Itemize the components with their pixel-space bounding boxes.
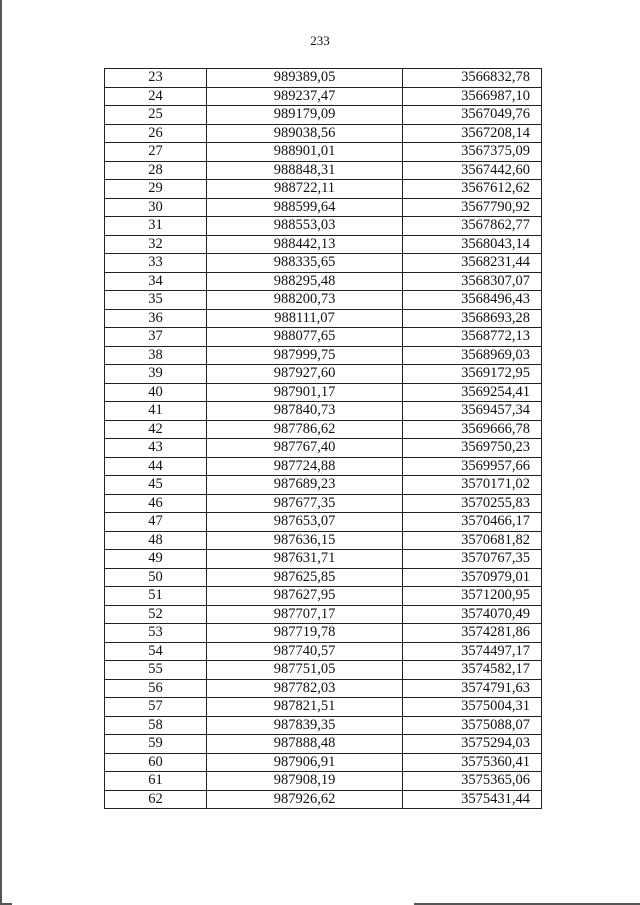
- x-coordinate-cell: 987740,57: [207, 642, 403, 661]
- x-coordinate-cell: 987636,15: [207, 531, 403, 550]
- y-coordinate-cell: 3575360,41: [403, 753, 542, 772]
- point-number-cell: 43: [105, 439, 207, 458]
- x-coordinate-cell: 987625,85: [207, 568, 403, 587]
- table-row: [105, 624, 542, 643]
- point-number-cell: 56: [105, 679, 207, 698]
- point-number-cell: 42: [105, 420, 207, 439]
- table-row: [105, 328, 542, 347]
- y-coordinate-cell: 3569254,41: [403, 383, 542, 402]
- table-row: [105, 365, 542, 384]
- table-row: [105, 198, 542, 217]
- x-coordinate-cell: 987927,60: [207, 365, 403, 384]
- point-number-cell: 37: [105, 328, 207, 347]
- y-coordinate-cell: 3570255,83: [403, 494, 542, 513]
- table-row: [105, 217, 542, 236]
- point-number-cell: 41: [105, 402, 207, 421]
- scan-edge-left: [0, 0, 2, 905]
- y-coordinate-cell: 3569457,34: [403, 402, 542, 421]
- x-coordinate-cell: 988442,13: [207, 235, 403, 254]
- point-number-cell: 32: [105, 235, 207, 254]
- table-row: [105, 716, 542, 735]
- y-coordinate-cell: 3568772,13: [403, 328, 542, 347]
- table-row: [105, 143, 542, 162]
- point-number-cell: 49: [105, 550, 207, 569]
- point-number-cell: 53: [105, 624, 207, 643]
- table-row: [105, 587, 542, 606]
- table-row: [105, 568, 542, 587]
- table-row: [105, 254, 542, 273]
- point-number-cell: 60: [105, 753, 207, 772]
- table-row: [105, 642, 542, 661]
- x-coordinate-cell: 988599,64: [207, 198, 403, 217]
- table-row: [105, 291, 542, 310]
- point-number-cell: 54: [105, 642, 207, 661]
- x-coordinate-cell: 987786,62: [207, 420, 403, 439]
- y-coordinate-cell: 3570171,02: [403, 476, 542, 495]
- y-coordinate-cell: 3571200,95: [403, 587, 542, 606]
- table-row: [105, 439, 542, 458]
- x-coordinate-cell: 987839,35: [207, 716, 403, 735]
- x-coordinate-cell: 988295,48: [207, 272, 403, 291]
- point-number-cell: 35: [105, 291, 207, 310]
- table-row: [105, 494, 542, 513]
- point-number-cell: 39: [105, 365, 207, 384]
- table-row: [105, 420, 542, 439]
- y-coordinate-cell: 3569172,95: [403, 365, 542, 384]
- point-number-cell: 48: [105, 531, 207, 550]
- x-coordinate-cell: 987719,78: [207, 624, 403, 643]
- y-coordinate-cell: 3570767,35: [403, 550, 542, 569]
- x-coordinate-cell: 987821,51: [207, 698, 403, 717]
- table-row: [105, 735, 542, 754]
- point-number-cell: 61: [105, 772, 207, 791]
- x-coordinate-cell: 987653,07: [207, 513, 403, 532]
- point-number-cell: 29: [105, 180, 207, 199]
- y-coordinate-cell: 3568496,43: [403, 291, 542, 310]
- table-row: [105, 106, 542, 125]
- y-coordinate-cell: 3567049,76: [403, 106, 542, 125]
- point-number-cell: 57: [105, 698, 207, 717]
- point-number-cell: 52: [105, 605, 207, 624]
- x-coordinate-cell: 989038,56: [207, 124, 403, 143]
- table-row: [105, 457, 542, 476]
- table-row: [105, 235, 542, 254]
- point-number-cell: 31: [105, 217, 207, 236]
- y-coordinate-cell: 3575365,06: [403, 772, 542, 791]
- x-coordinate-cell: 987906,91: [207, 753, 403, 772]
- y-coordinate-cell: 3574497,17: [403, 642, 542, 661]
- y-coordinate-cell: 3574791,63: [403, 679, 542, 698]
- point-number-cell: 47: [105, 513, 207, 532]
- y-coordinate-cell: 3568969,03: [403, 346, 542, 365]
- y-coordinate-cell: 3574582,17: [403, 661, 542, 680]
- point-number-cell: 26: [105, 124, 207, 143]
- point-number-cell: 55: [105, 661, 207, 680]
- y-coordinate-cell: 3575088,07: [403, 716, 542, 735]
- table-row: [105, 513, 542, 532]
- y-coordinate-cell: 3566832,78: [403, 69, 542, 88]
- point-number-cell: 34: [105, 272, 207, 291]
- point-number-cell: 44: [105, 457, 207, 476]
- point-number-cell: 33: [105, 254, 207, 273]
- x-coordinate-cell: 987627,95: [207, 587, 403, 606]
- table-row: [105, 476, 542, 495]
- x-coordinate-cell: 989179,09: [207, 106, 403, 125]
- point-number-cell: 27: [105, 143, 207, 162]
- table-row: [105, 772, 542, 791]
- table-row: [105, 790, 542, 809]
- table-row: [105, 550, 542, 569]
- y-coordinate-cell: 3574281,86: [403, 624, 542, 643]
- y-coordinate-cell: 3569957,66: [403, 457, 542, 476]
- table-row: [105, 383, 542, 402]
- table-row: [105, 309, 542, 328]
- point-number-cell: 23: [105, 69, 207, 88]
- point-number-cell: 40: [105, 383, 207, 402]
- y-coordinate-cell: 3567442,60: [403, 161, 542, 180]
- table-row: [105, 531, 542, 550]
- y-coordinate-cell: 3567375,09: [403, 143, 542, 162]
- x-coordinate-cell: 988200,73: [207, 291, 403, 310]
- x-coordinate-cell: 987901,17: [207, 383, 403, 402]
- coordinates-table-body: [105, 69, 542, 809]
- point-number-cell: 25: [105, 106, 207, 125]
- y-coordinate-cell: 3568043,14: [403, 235, 542, 254]
- y-coordinate-cell: 3570466,17: [403, 513, 542, 532]
- table-row: [105, 69, 542, 88]
- point-number-cell: 62: [105, 790, 207, 809]
- y-coordinate-cell: 3568693,28: [403, 309, 542, 328]
- table-row: [105, 272, 542, 291]
- table-row: [105, 698, 542, 717]
- x-coordinate-cell: 987707,17: [207, 605, 403, 624]
- table-row: [105, 87, 542, 106]
- y-coordinate-cell: 3567790,92: [403, 198, 542, 217]
- y-coordinate-cell: 3566987,10: [403, 87, 542, 106]
- x-coordinate-cell: 987888,48: [207, 735, 403, 754]
- x-coordinate-cell: 988901,01: [207, 143, 403, 162]
- table-row: [105, 180, 542, 199]
- y-coordinate-cell: 3567862,77: [403, 217, 542, 236]
- x-coordinate-cell: 987767,40: [207, 439, 403, 458]
- y-coordinate-cell: 3575431,44: [403, 790, 542, 809]
- x-coordinate-cell: 988335,65: [207, 254, 403, 273]
- point-number-cell: 58: [105, 716, 207, 735]
- x-coordinate-cell: 987677,35: [207, 494, 403, 513]
- x-coordinate-cell: 988848,31: [207, 161, 403, 180]
- x-coordinate-cell: 988077,65: [207, 328, 403, 347]
- y-coordinate-cell: 3569666,78: [403, 420, 542, 439]
- y-coordinate-cell: 3574070,49: [403, 605, 542, 624]
- table-row: [105, 661, 542, 680]
- point-number-cell: 24: [105, 87, 207, 106]
- x-coordinate-cell: 987908,19: [207, 772, 403, 791]
- point-number-cell: 45: [105, 476, 207, 495]
- x-coordinate-cell: 987999,75: [207, 346, 403, 365]
- table-row: [105, 402, 542, 421]
- y-coordinate-cell: 3568231,44: [403, 254, 542, 273]
- x-coordinate-cell: 989389,05: [207, 69, 403, 88]
- point-number-cell: 30: [105, 198, 207, 217]
- y-coordinate-cell: 3570681,82: [403, 531, 542, 550]
- table-row: [105, 605, 542, 624]
- coordinates-table: [104, 68, 542, 809]
- y-coordinate-cell: 3575004,31: [403, 698, 542, 717]
- table-row: [105, 679, 542, 698]
- point-number-cell: 36: [105, 309, 207, 328]
- x-coordinate-cell: 987724,88: [207, 457, 403, 476]
- page-number: 233: [310, 33, 330, 48]
- point-number-cell: 50: [105, 568, 207, 587]
- table-row: [105, 346, 542, 365]
- x-coordinate-cell: 987751,05: [207, 661, 403, 680]
- x-coordinate-cell: 988553,03: [207, 217, 403, 236]
- point-number-cell: 59: [105, 735, 207, 754]
- point-number-cell: 28: [105, 161, 207, 180]
- y-coordinate-cell: 3570979,01: [403, 568, 542, 587]
- x-coordinate-cell: 987840,73: [207, 402, 403, 421]
- x-coordinate-cell: 988111,07: [207, 309, 403, 328]
- y-coordinate-cell: 3569750,23: [403, 439, 542, 458]
- table-row: [105, 161, 542, 180]
- y-coordinate-cell: 3567612,62: [403, 180, 542, 199]
- x-coordinate-cell: 987631,71: [207, 550, 403, 569]
- table-row: [105, 124, 542, 143]
- x-coordinate-cell: 987782,03: [207, 679, 403, 698]
- point-number-cell: 46: [105, 494, 207, 513]
- point-number-cell: 51: [105, 587, 207, 606]
- x-coordinate-cell: 987926,62: [207, 790, 403, 809]
- y-coordinate-cell: 3567208,14: [403, 124, 542, 143]
- y-coordinate-cell: 3568307,07: [403, 272, 542, 291]
- y-coordinate-cell: 3575294,03: [403, 735, 542, 754]
- point-number-cell: 38: [105, 346, 207, 365]
- x-coordinate-cell: 988722,11: [207, 180, 403, 199]
- x-coordinate-cell: 989237,47: [207, 87, 403, 106]
- x-coordinate-cell: 987689,23: [207, 476, 403, 495]
- table-row: [105, 753, 542, 772]
